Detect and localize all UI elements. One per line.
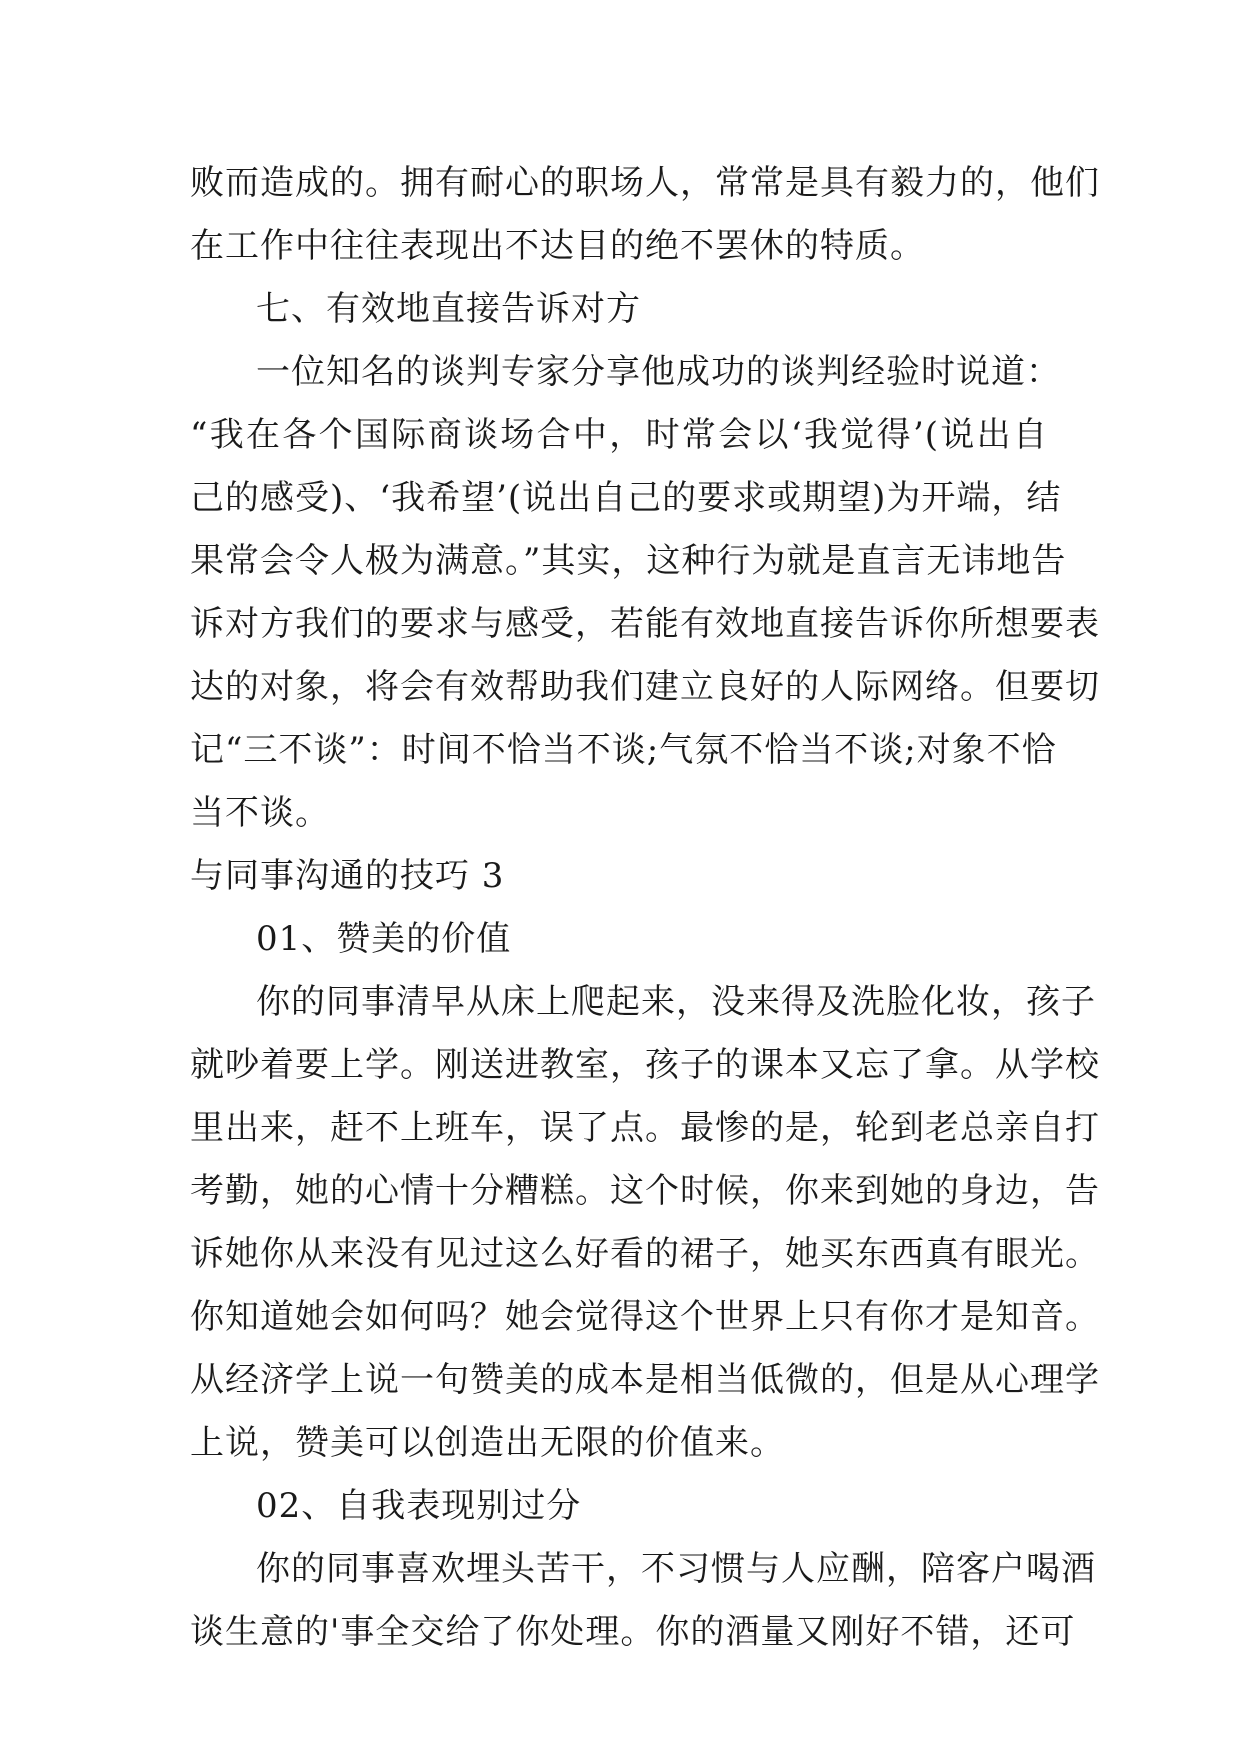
paragraph-line: 从经济学上说一句赞美的成本是相当低微的，但是从心理学 [190, 1360, 1100, 1400]
paragraph-line: 你的同事清早从床上爬起来，没来得及洗脸化妆，孩子 [256, 982, 1096, 1022]
paragraph-line: 就吵着要上学。刚送进教室，孩子的课本又忘了拿。从学校 [190, 1045, 1100, 1085]
paragraph-line: 己的感受)、‘我希望’(说出自己的要求或期望)为开端，结 [190, 478, 1062, 518]
paragraph-line: 当不谈。 [190, 793, 330, 833]
paragraph-line: 败而造成的。拥有耐心的职场人，常常是具有毅力的，他们 [190, 163, 1100, 203]
paragraph-line: 谈生意的'事全交给了你处理。你的酒量又刚好不错，还可 [190, 1612, 1076, 1652]
paragraph-line: 考勤，她的心情十分糟糕。这个时候，你来到她的身边，告 [190, 1171, 1100, 1211]
section-heading: 02、自我表现别过分 [256, 1486, 582, 1526]
paragraph-line: “我在各个国际商谈场合中，时常会以‘我觉得’(说出自 [190, 415, 1048, 455]
section-heading: 七、有效地直接告诉对方 [256, 289, 641, 329]
paragraph-line: 上说，赞美可以创造出无限的价值来。 [190, 1423, 785, 1463]
paragraph-line: 里出来，赶不上班车，误了点。最惨的是，轮到老总亲自打 [190, 1108, 1100, 1148]
chapter-heading: 与同事沟通的技巧 3 [190, 856, 505, 896]
paragraph-line: 一位知名的谈判专家分享他成功的谈判经验时说道： [256, 352, 1061, 392]
paragraph-line: 果常会令人极为满意。”其实，这种行为就是直言无讳地告 [190, 541, 1067, 581]
paragraph-line: 诉对方我们的要求与感受，若能有效地直接告诉你所想要表 [190, 604, 1100, 644]
paragraph-line: 在工作中往往表现出不达目的绝不罢休的特质。 [190, 226, 925, 266]
paragraph-line: 达的对象，将会有效帮助我们建立良好的人际网络。但要切 [190, 667, 1100, 707]
paragraph-line: 你知道她会如何吗？她会觉得这个世界上只有你才是知音。 [190, 1297, 1100, 1337]
paragraph-line: 记“三不谈”：时间不恰当不谈;气氛不恰当不谈;对象不恰 [190, 730, 1057, 770]
section-heading: 01、赞美的价值 [256, 919, 512, 959]
paragraph-line: 你的同事喜欢埋头苦干，不习惯与人应酬，陪客户喝酒 [256, 1549, 1096, 1589]
paragraph-line: 诉她你从来没有见过这么好看的裙子，她买东西真有眼光。 [190, 1234, 1100, 1274]
